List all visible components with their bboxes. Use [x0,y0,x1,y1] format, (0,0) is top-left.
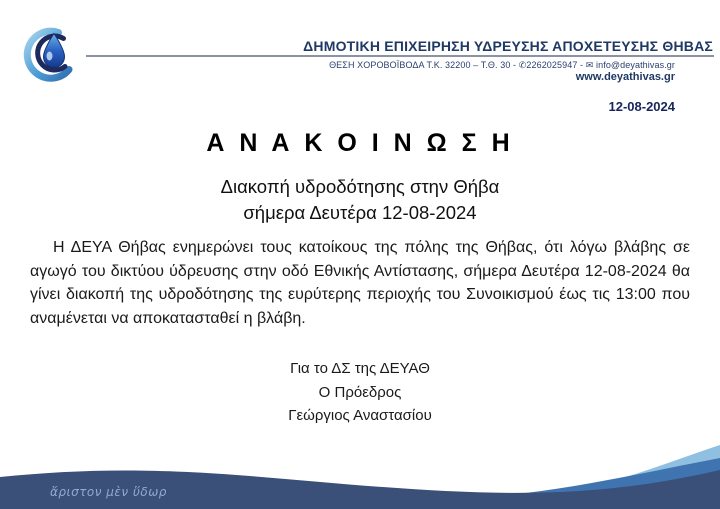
logo-drop-highlight [47,52,53,61]
contact-dash: - [577,60,586,70]
contact-line [329,60,675,71]
header-divider-line [86,55,714,57]
envelope-icon: ✉ [585,60,594,70]
signature-line-2: Ο Πρόεδρος [318,383,402,401]
deya-thivas-logo water-drop-swirl-icon [20,23,86,85]
phone-icon: ✆ [518,60,527,70]
announcement-title: Α Ν Α Κ Ο Ι Ν Ω Σ Η [206,129,514,157]
signature-line-3: Γεώργιος Αναστασίου [288,407,432,424]
contact-email: info@deyathivas.gr [593,60,675,70]
subtitle-line-1: Διακοπή υδροδότησης στην Θήβα [220,176,500,197]
announcement-subtitle [0,174,720,226]
signature-line-1: Για το ΔΣ της ΔΕΥΑΘ [290,360,430,377]
company-name: ΔΗΜΟΤΙΚΗ ΕΠΙΧΕΙΡΗΣΗ ΥΔΡΕΥΣΗΣ ΑΠΟΧΕΤΕΥΣΗΣ ΘΗΒΑΣ [303,38,713,54]
contact-address: ΘΕΣΗ ΧΟΡΟΒΟΪΒΟΔΑ Τ.Κ. 32200 – Τ.Θ. 30 - [329,60,519,70]
footer-motto: ἄριστον μὲν ὕδωρ [50,485,167,499]
subtitle-line-2: σήμερα Δευτέρα 12-08-2024 [243,202,477,223]
website-url: www.deyathivas.gr [575,71,675,83]
contact-phone: 2262025947 [526,60,578,70]
document-date: 12-08-2024 [608,99,675,114]
signature-block [0,357,720,428]
announcement-body: Η ΔΕΥΑ Θήβας ενημερώνει τους κατοίκους της πόλης της Θήβας, ότι λόγω βλάβης σε αγωγό του δικτύου ύδρευσης στην οδό Εθνικής Αντίστασης, σήμερα Δευτέρα 12-08-2024 θα γίνει διακοπή της υδροδότησης της ευρύτερης περιοχής του Συνοικισμού έως τις 13:00 που αναμένεται να αποκατασταθεί η βλάβη. [30,239,690,327]
